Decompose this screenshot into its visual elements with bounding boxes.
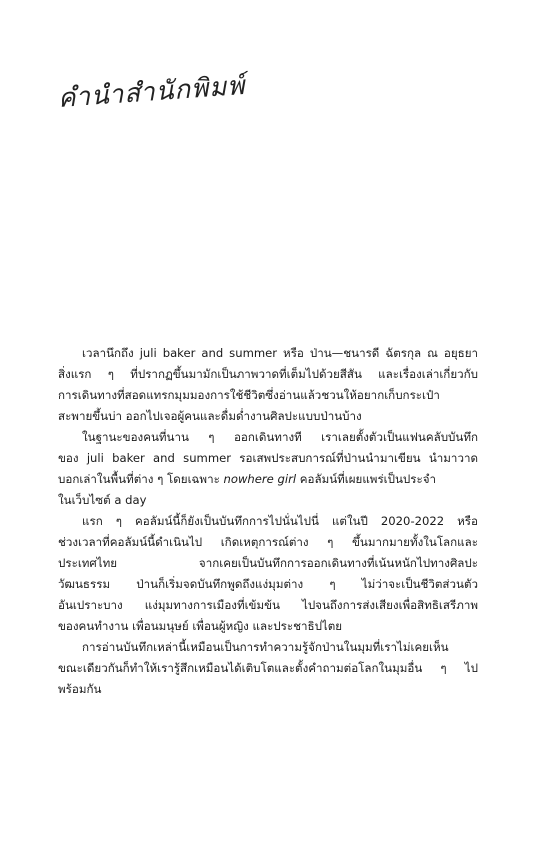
paragraph-4-line-2: ขณะเดียวกันก็ทำให้เรารู้สึกเหมือนได้เติบโตและตั้งคำถามต่อโลกในมุมอื่น ๆ ไป	[58, 661, 478, 675]
paragraph-1-line-4: สะพายขึ้นบ่า ออกไปเจอผู้คนและดื่มด่ำงานศิลปะแบบป่านบ้าง	[58, 409, 362, 423]
paragraph-2-line-3-start: บอกเล่าในพื้นที่ต่าง ๆ โดยเฉพาะ	[58, 472, 220, 486]
paragraph-2-line-2: ของ juli baker and summer รอเสพประสบการณ์ที่ป่านนำมาเขียน นำมาวาด	[58, 451, 478, 465]
paragraph-4-line-1: การอ่านบันทึกเหล่านี้เหมือนเป็นการทำความรู้จักป่านในมุมที่เราไม่เคยเห็น	[82, 640, 449, 654]
paragraph-3-line-1: แรก ๆ คอลัมน์นี้ก็ยังเป็นบันทึกการไปนั่นไปนี่ แต่ในปี 2020-2022 หรือ	[82, 514, 478, 528]
paragraph-1-line-3: การเดินทางที่สอดแทรกมุมมองการใช้ชีวิตซึ่งอ่านแล้วชวนให้อยากเก็บกระเป๋า	[58, 388, 440, 402]
paragraph-2-line-1: ในฐานะของคนที่นาน ๆ ออกเดินทางที เราเลยตั้งตัวเป็นแฟนคลับบันทึก	[82, 430, 478, 444]
paragraph-1-line-2: สิ่งแรก ๆ ที่ปรากฏขึ้นมามักเป็นภาพวาดที่เต็มไปด้วยสีสัน และเรื่องเล่าเกี่ยวกับ	[58, 367, 478, 381]
paragraph-1-line-1: เวลานึกถึง juli baker and summer หรือ ป่าน—ชนารดี ฉัตรกุล ณ อยุธยา	[82, 346, 478, 360]
paragraph-3-line-2: ช่วงเวลาที่คอลัมน์นี้ดำเนินไป เกิดเหตุการณ์ต่าง ๆ ขึ้นมากมายทั้งในโลกและ	[58, 535, 478, 549]
page-title: คำนำสำนักพิมพ์	[56, 70, 247, 114]
paragraph-3-line-4: วัฒนธรรม ป่านก็เริ่มจดบันทึกพูดถึงแง่มุมต่าง ๆ ไม่ว่าจะเป็นชีวิตส่วนตัว	[58, 577, 478, 591]
paragraph-3-line-3: ประเทศไทย จากเคยเป็นบันทึกการออกเดินทางที่เน้นหนักไปทางศิลปะ	[58, 556, 478, 570]
column-name-italic: nowhere girl	[223, 472, 297, 486]
paragraph-2-line-3	[58, 469, 478, 490]
body-text	[58, 343, 478, 700]
paragraph-3-line-6: ของคนทำงาน เพื่อนมนุษย์ เพื่อนผู้หญิง และประชาธิปไตย	[58, 619, 343, 633]
paragraph-2-line-3-end: คอลัมน์ที่เผยแพร่เป็นประจำ	[299, 472, 437, 486]
paragraph-3-line-5: อันเปราะบาง แง่มุมทางการเมืองที่เข้มข้น ไปจนถึงการส่งเสียงเพื่อสิทธิเสรีภาพ	[58, 598, 478, 612]
paragraph-4-line-3: พร้อมกัน	[58, 682, 102, 696]
paragraph-2-line-4: ในเว็บไซต์ a day	[58, 493, 147, 507]
